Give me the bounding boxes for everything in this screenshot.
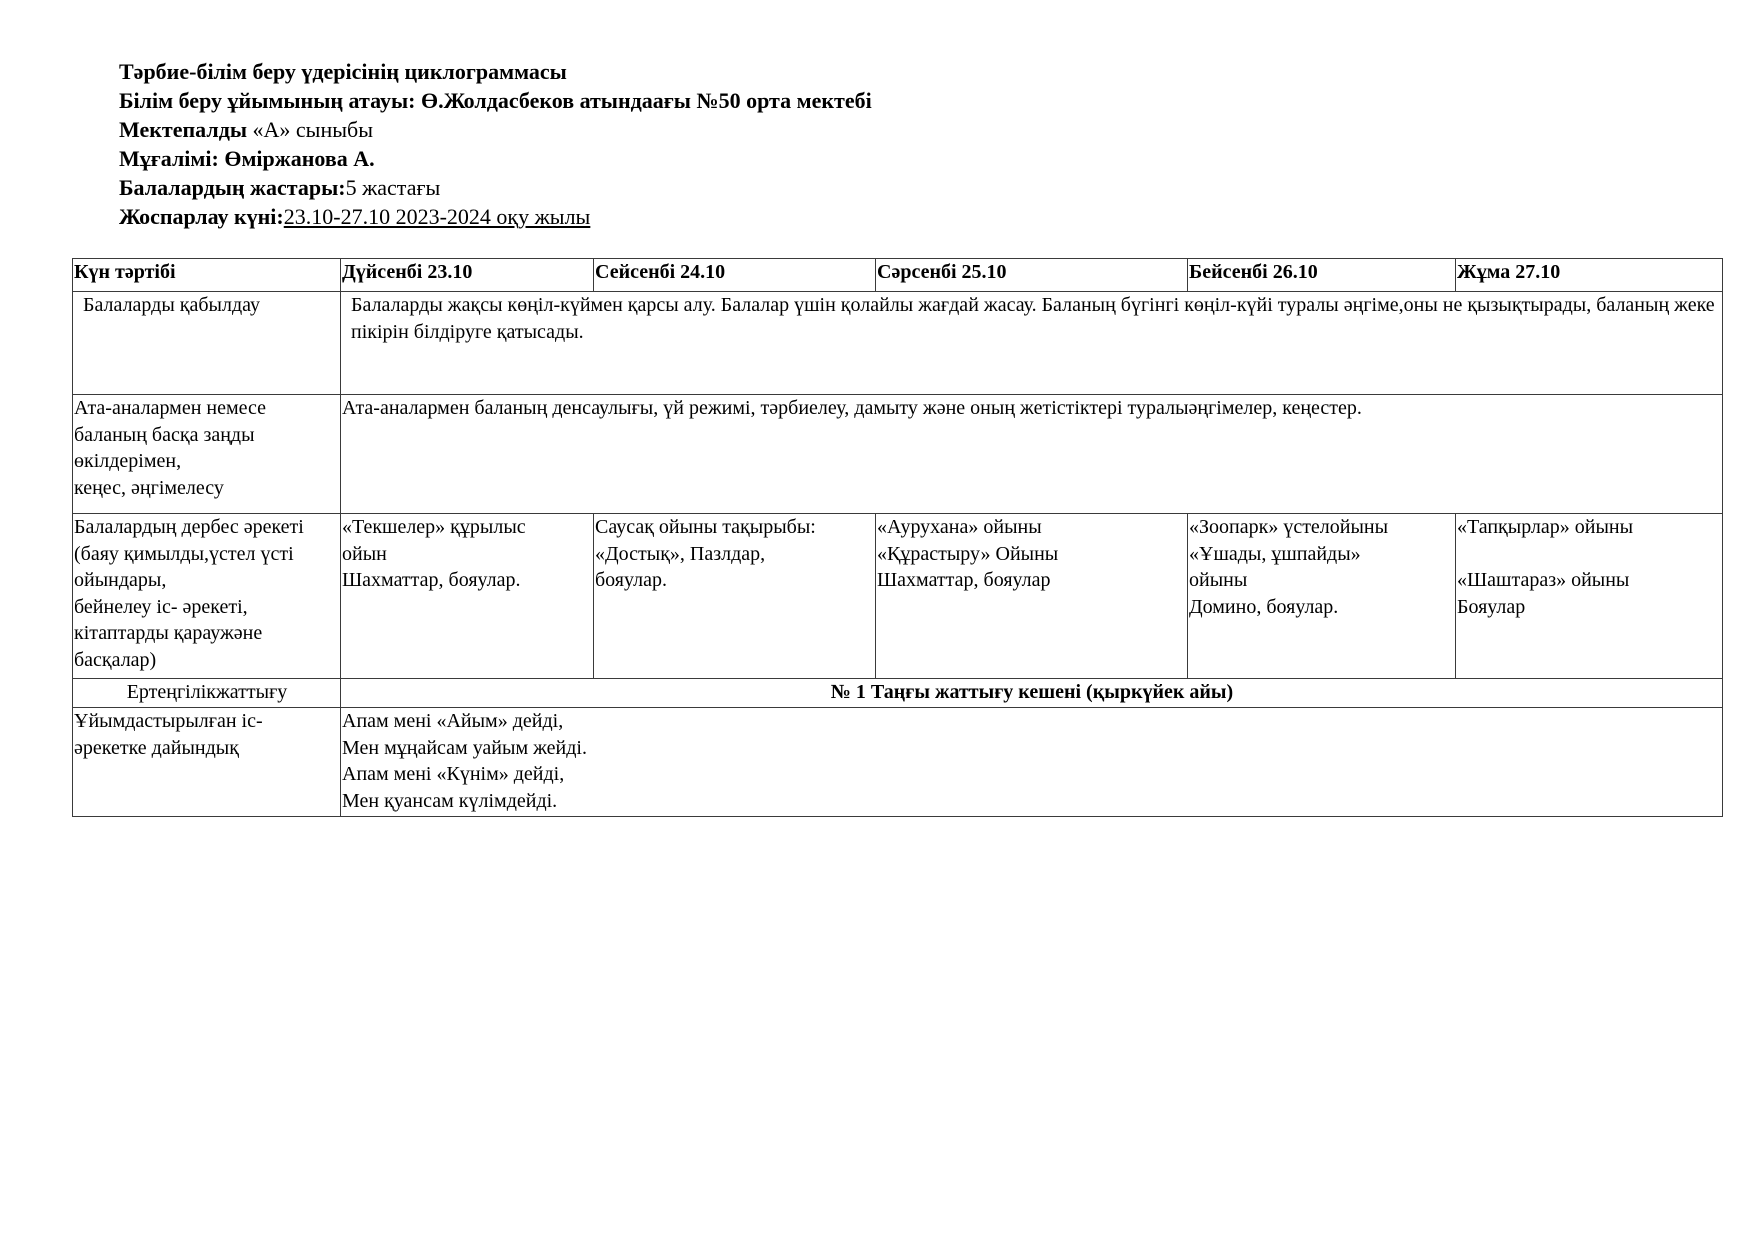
header-schedule: Күн тәртібі	[73, 259, 341, 292]
group-line	[119, 115, 872, 144]
parents-label: Ата-аналармен немесе баланың басқа заңды өкілдерімен, кеңес, әңгімелесу	[73, 395, 341, 514]
header-wednesday: Сәрсенбі 25.10	[876, 259, 1188, 292]
exercise-text: № 1 Таңғы жаттығу кешені (қыркүйек айы)	[341, 679, 1723, 708]
date-label: Жоспарлау күні:	[119, 204, 284, 229]
document-header	[119, 57, 872, 231]
activity-wednesday: «Аурухана» ойыны «Құрастыру» Ойыны Шахматтар, бояулар	[876, 514, 1188, 679]
activity-thursday: «Зоопарк» үстелойыны «Ұшады, ұшпайды» ойыны Домино, бояулар.	[1188, 514, 1456, 679]
reception-text: Балаларды жақсы көңіл-күймен қарсы алу. Балалар үшін қолайлы жағдай жасау. Баланың бүгінгі көңіл-күйі туралы әңгіме,оны не қызықтырады, баланың жеке пікірін білдіруге қатысады.	[341, 292, 1723, 395]
parents-text: Ата-аналармен баланың денсаулығы, үй режимі, тәрбиелеу, дамыту және оның жетістіктері туралыәңгімелер, кеңестер.	[341, 395, 1723, 514]
date-value: 23.10-27.10 2023-2024 оқу жылы	[283, 204, 591, 229]
table-row-parents	[73, 395, 1723, 514]
reception-label: Балаларды қабылдау	[73, 292, 341, 395]
prep-label: Ұйымдастырылған іс- әрекетке дайындық	[73, 708, 341, 817]
header-thursday: Бейсенбі 26.10	[1188, 259, 1456, 292]
header-monday: Дүйсенбі 23.10	[341, 259, 594, 292]
group-value: «А» сыныбы	[247, 117, 373, 142]
header-tuesday: Сейсенбі 24.10	[594, 259, 876, 292]
teacher-value: Өміржанова А.	[218, 146, 375, 171]
activity-label: Балалардың дербес әрекеті (баяу қимылды,үстел үсті ойындары, бейнелеу іс- әрекеті, кітаптарды қараужәне басқалар)	[73, 514, 341, 679]
age-value: 5 жастағы	[345, 175, 441, 200]
table-row-prep	[73, 708, 1723, 817]
table-row-reception	[73, 292, 1723, 395]
table-row-exercise	[73, 679, 1723, 708]
header-friday: Жұма 27.10	[1456, 259, 1723, 292]
org-value: Ө.Жолдасбеков атындаағы №50 орта мектебі	[415, 88, 872, 113]
cyclogram-table	[72, 258, 1723, 817]
exercise-label: Ертеңгілікжаттығу	[73, 679, 341, 708]
teacher-label: Мұғалімі:	[119, 146, 219, 171]
date-line	[119, 202, 872, 231]
activity-monday: «Текшелер» құрылыс ойын Шахматтар, бояулар.	[341, 514, 594, 679]
table-row-activity	[73, 514, 1723, 679]
group-label: Мектепалды	[119, 117, 248, 142]
org-line	[119, 86, 872, 115]
prep-text: Апам мені «Айым» дейді, Мен мұңайсам уайым жейді. Апам мені «Күнім» дейді, Мен қуансам күлімдейді.	[341, 708, 1723, 817]
age-line	[119, 173, 872, 202]
activity-friday: «Тапқырлар» ойыны «Шаштараз» ойыны Бояулар	[1456, 514, 1723, 679]
age-label: Балалардың жастары:	[119, 175, 346, 200]
org-label: Білім беру ұйымының атауы:	[119, 88, 416, 113]
teacher-line	[119, 144, 872, 173]
activity-tuesday: Саусақ ойыны тақырыбы: «Достық», Пазлдар, бояулар.	[594, 514, 876, 679]
doc-title: Тәрбие-білім беру үдерісінің циклограммасы	[119, 59, 567, 84]
table-header-row	[73, 259, 1723, 292]
